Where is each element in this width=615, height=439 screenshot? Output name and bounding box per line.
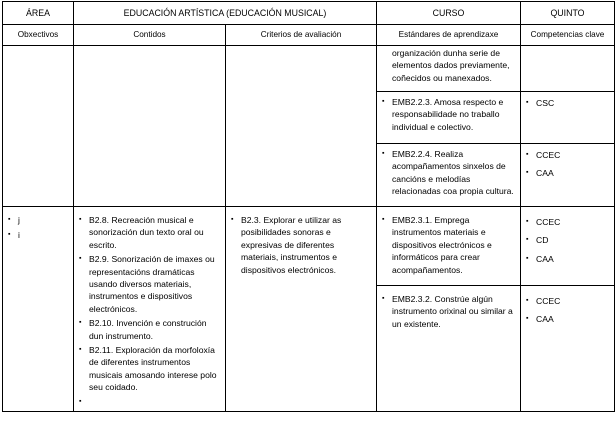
contents-cell <box>74 46 226 207</box>
competence-item: ▪ CAA <box>523 313 610 325</box>
competence-item: ▪ CAA <box>523 167 610 179</box>
standard-text: ▪ EMB2.3.1. Emprega instrumentos materiais e dispositivos electrónicos e informáticos para crear acompañamentos. <box>379 214 516 276</box>
subject-title: EDUCACIÓN ARTÍSTICA (EDUCACIÓN MUSICAL) <box>74 2 377 25</box>
criteria-cell <box>226 46 377 207</box>
competences-cell <box>521 144 615 207</box>
standard-text: ▪ EMB2.3.2. Constrúe algún instrumento orixinal ou similar a un existente. <box>379 293 516 330</box>
col-standards: Estándares de aprendizaxe <box>377 25 521 46</box>
objectives-cell <box>3 207 74 412</box>
competences-cell <box>521 92 615 144</box>
contents-cell <box>74 207 226 412</box>
criteria-cell <box>226 207 377 412</box>
criterion-item: ▪ B2.3. Explorar e utilizar as posibilidades sonoras e expresivas de diferentes materiais, instrumentos e dispositivos electrónicos. <box>228 214 372 276</box>
standard-cell <box>377 286 521 412</box>
competence-item: ▪ CAA <box>523 253 610 265</box>
col-contents: Contidos <box>74 25 226 46</box>
course-value: QUINTO <box>521 2 615 25</box>
standard-text: ▪ EMB2.2.3. Amosa respecto e responsabilidade no traballo individual e colectivo. <box>379 96 516 133</box>
competence-item: ▪ CD <box>523 234 610 246</box>
curriculum-table <box>2 1 615 412</box>
objective-item: ▪ i <box>5 229 71 241</box>
competence-item: ▪ CCEC <box>523 216 610 228</box>
col-criteria: Criterios de avaliación <box>226 25 377 46</box>
col-competences: Competencias clave <box>521 25 615 46</box>
standard-cell <box>377 92 521 144</box>
standard-row <box>3 46 615 92</box>
standard-row <box>3 207 615 286</box>
objective-item: ▪ j <box>5 214 71 226</box>
standard-text: organización dunha serie de elementos dados previamente, coñecidos ou manexados. <box>392 48 510 83</box>
competences-cell <box>521 46 615 92</box>
content-item: ▪ B2.9. Sonorización de imaxes ou representacións dramáticas usando diversos materiais, instrumentos e dispositivos electrónicos. <box>76 253 221 315</box>
content-item: ▪ B2.8. Recreación musical e sonorización dun texto oral ou escrito. <box>76 214 221 251</box>
content-item: ▪ B2.11. Exploración da morfoloxía de diferentes instrumentos musicais amosando interese polo seu coidado. <box>76 344 221 394</box>
column-headers-row <box>3 25 615 46</box>
content-item: ▪ B2.10. Invención e construción dun instrumento. <box>76 317 221 342</box>
standard-cell <box>377 207 521 286</box>
competence-item: ▪ CCEC <box>523 295 610 307</box>
standard-cell <box>377 144 521 207</box>
col-objectives: Obxectivos <box>3 25 74 46</box>
objectives-cell <box>3 46 74 207</box>
competences-cell <box>521 286 615 412</box>
competence-item: ▪ CCEC <box>523 149 610 161</box>
area-label: ÁREA <box>3 2 74 25</box>
content-item <box>76 396 221 408</box>
standard-text: ▪ EMB2.2.4. Realiza acompañamentos sinxelos de cancións e melodías relacionadas coa propia cultura. <box>379 148 516 198</box>
competence-item: ▪ CSC <box>523 97 610 109</box>
header-row <box>3 2 615 25</box>
course-label: CURSO <box>377 2 521 25</box>
standard-cell <box>377 46 521 92</box>
competences-cell <box>521 207 615 286</box>
